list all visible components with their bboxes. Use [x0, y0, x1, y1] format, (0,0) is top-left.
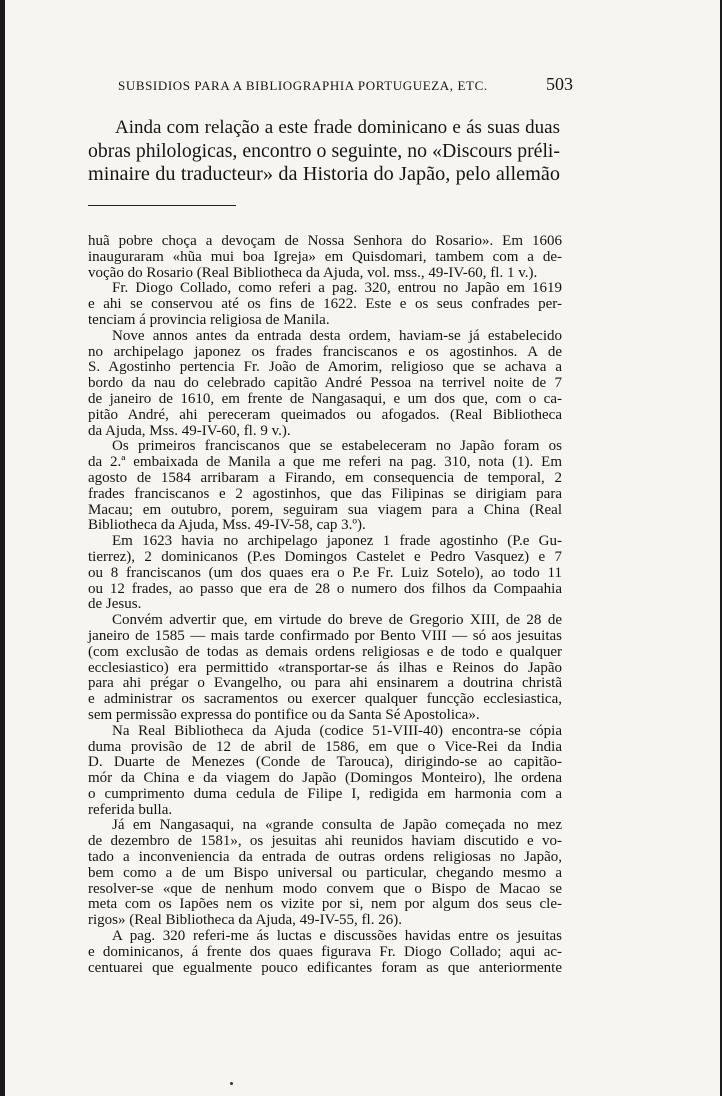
- footnote-line: Em 1623 havia no archipelago japonez 1 frade agostinho (P.e Gu-: [112, 533, 562, 550]
- footnote-line: bem como a de um Bispo universal ou particular, chegando mesmo a: [88, 864, 562, 881]
- footnote-line: tierrez), 2 dominicanos (P.es Domingos Castelet e Pedro Vasquez) e 7: [88, 548, 562, 565]
- footnote-line: Nove annos antes da entrada desta ordem, haviam-se já estabelecido: [112, 327, 562, 344]
- intro-line: Ainda com relação a este frade dominicano e ás suas duas: [115, 117, 560, 138]
- footnote-line: tado a inconveniencia da entrada de outras ordens religiosas no Japão,: [88, 849, 562, 866]
- footnote-line: ecclesiastico) era permittido «transportar-se ás ilhas e Reinos do Japão: [88, 659, 562, 676]
- footnote-line: A pag. 320 referi-me ás luctas e discussões havidas entre os jesuitas: [112, 928, 562, 945]
- footnote-line: ou 8 franciscanos (um dos quaes era o P.e Fr. Luiz Sotelo), ao todo 11: [88, 564, 562, 581]
- footnote-line: Macau; em outubro, porem, seguiram sua viagem para a China (Real: [88, 501, 562, 518]
- footnote-line: de janeiro de 1610, em frente de Nangasaqui, e um dos que, com o ca-: [88, 390, 562, 407]
- footnote-separator-rule: [88, 205, 236, 206]
- footnote-line: resolver-se «que de nenhum modo convem que o Bispo de Macao se: [88, 880, 562, 897]
- footnote-line: centuarei que egualmente pouco edificantes foram as que anteriormente: [88, 959, 562, 976]
- scan-border-left: [0, 0, 5, 1096]
- page-number: 503: [546, 74, 573, 94]
- footnote-line: e administrar os sacramentos ou exercer qualquer funcção ecclesiastica,: [88, 691, 562, 708]
- footnote-line: Convém advertir que, em virtude do breve de Gregorio XIII, de 28 de: [112, 612, 562, 629]
- footnote-line: e ahi se conservou até os fins de 1622. Este e os seus confrades per-: [88, 296, 562, 313]
- footnote-line: Já em Nangasaqui, na «grande consulta de Japão começada no mez: [112, 817, 562, 834]
- footnote-line: para ahi prégar o Evangelho, ou para ahi ensinarem a doutrina christã: [88, 675, 562, 692]
- footnote-line: frades franciscanos e 2 agostinhos, que das Filipinas se dirigiam para: [88, 485, 562, 502]
- footnote-line: meta com os Iapões nem os vizite por si, nem por algum dos seus cle-: [88, 896, 562, 913]
- footnote-line: S. Agostinho pertencia Fr. João de Amorim, religioso que se achava a: [88, 359, 562, 376]
- footnote-line: Bibliotheca da Ajuda, Mss. 49-IV-58, cap 3.º).: [88, 517, 366, 534]
- footnote-line: de Jesus.: [88, 596, 142, 613]
- footnote-line: referida bulla.: [88, 801, 173, 818]
- footnote-line: o cumprimento duma cedula de Filipe I, redigida em harmonia com a: [88, 785, 562, 802]
- intro-line: obras philologicas, encontro o seguinte, no «Discours préli-: [88, 139, 560, 162]
- footnote-line: inauguraram «hũa mui boa Igreja» em Quisdomari, tambem com a de-: [88, 248, 562, 265]
- print-speck: [230, 1082, 233, 1085]
- footnote-line: ou 12 frades, ao passo que era de 28 o numero dos filhos da Compaahia: [88, 580, 562, 597]
- footnote-line: Fr. Diogo Collado, como referi a pag. 320, entrou no Japão em 1619: [112, 280, 562, 297]
- footnote-line: janeiro de 1585 — mais tarde confirmado por Bento VIII — só aos jesuitas: [88, 627, 562, 644]
- footnote-line: pitão André, ahi pereceram queimados ou afogados. (Real Bibliotheca: [88, 406, 562, 423]
- footnote-line: de dezembro de 1581», os jesuitas ahi reunidos haviam discutido e vo-: [88, 833, 562, 850]
- footnote-line: D. Duarte de Menezes (Conde de Tarouca), dirigindo-se ao capitão-: [88, 754, 562, 771]
- footnote-line: voção do Rosario (Real Bibliotheca da Ajuda, vol. mss., 49-IV-60, fl. 1 v.).: [88, 264, 538, 281]
- footnote-line: tenciam á provincia religiosa de Manila.: [88, 311, 330, 328]
- intro-paragraph: [88, 116, 560, 187]
- intro-line: minaire du traducteur» da Historia do Japão, pelo allemão: [88, 163, 560, 185]
- running-head-title: SUBSIDIOS PARA A BIBLIOGRAPHIA PORTUGUEZA, ETC.: [118, 78, 488, 93]
- footnote-line: agosto de 1584 arribaram a Firando, em consequencia de temporal, 2: [88, 469, 562, 486]
- footnote-line: da Ajuda, Mss. 49-IV-60, fl. 9 v.).: [88, 422, 291, 439]
- footnote-line: no archipelago japonez os frades franciscanos e os agostinhos. A de: [88, 343, 562, 360]
- footnote-line: mór da China e da viagem do Japão (Domingos Monteiro), lhe ordena: [88, 770, 562, 787]
- footnote-line: e dominicanos, á frente dos quaes figurava Fr. Diogo Collado; aqui ac-: [88, 943, 562, 960]
- footnote-line: (com exclusão de todas as demais ordens religiosas e de todo e qualquer: [88, 643, 562, 660]
- footnote-line: Na Real Bibliotheca da Ajuda (codice 51-VIII-40) encontra-se cópia: [112, 722, 562, 739]
- footnote-line: bordo da nau do celebrado capitão André Pessoa na terrivel noite de 7: [88, 375, 562, 392]
- footnote-line: duma provisão de 12 de abril de 1586, em que o Vice-Rei da India: [88, 738, 562, 755]
- footnote-line: rigos» (Real Bibliotheca da Ajuda, 49-IV-55, fl. 26).: [88, 912, 402, 929]
- footnote-block: [88, 234, 562, 976]
- footnote-line: Os primeiros franciscanos que se estabeleceram no Japão foram os: [112, 438, 562, 455]
- footnote-line: da 2.ª embaixada de Manila a que me referi na pag. 310, nota (1). Em: [88, 454, 562, 471]
- footnote-line: huã pobre choça a devoçam de Nossa Senhora do Rosario». Em 1606: [88, 233, 562, 249]
- footnote-line: sem permissão expressa do pontifice ou da Santa Sé Apostolica».: [88, 706, 480, 723]
